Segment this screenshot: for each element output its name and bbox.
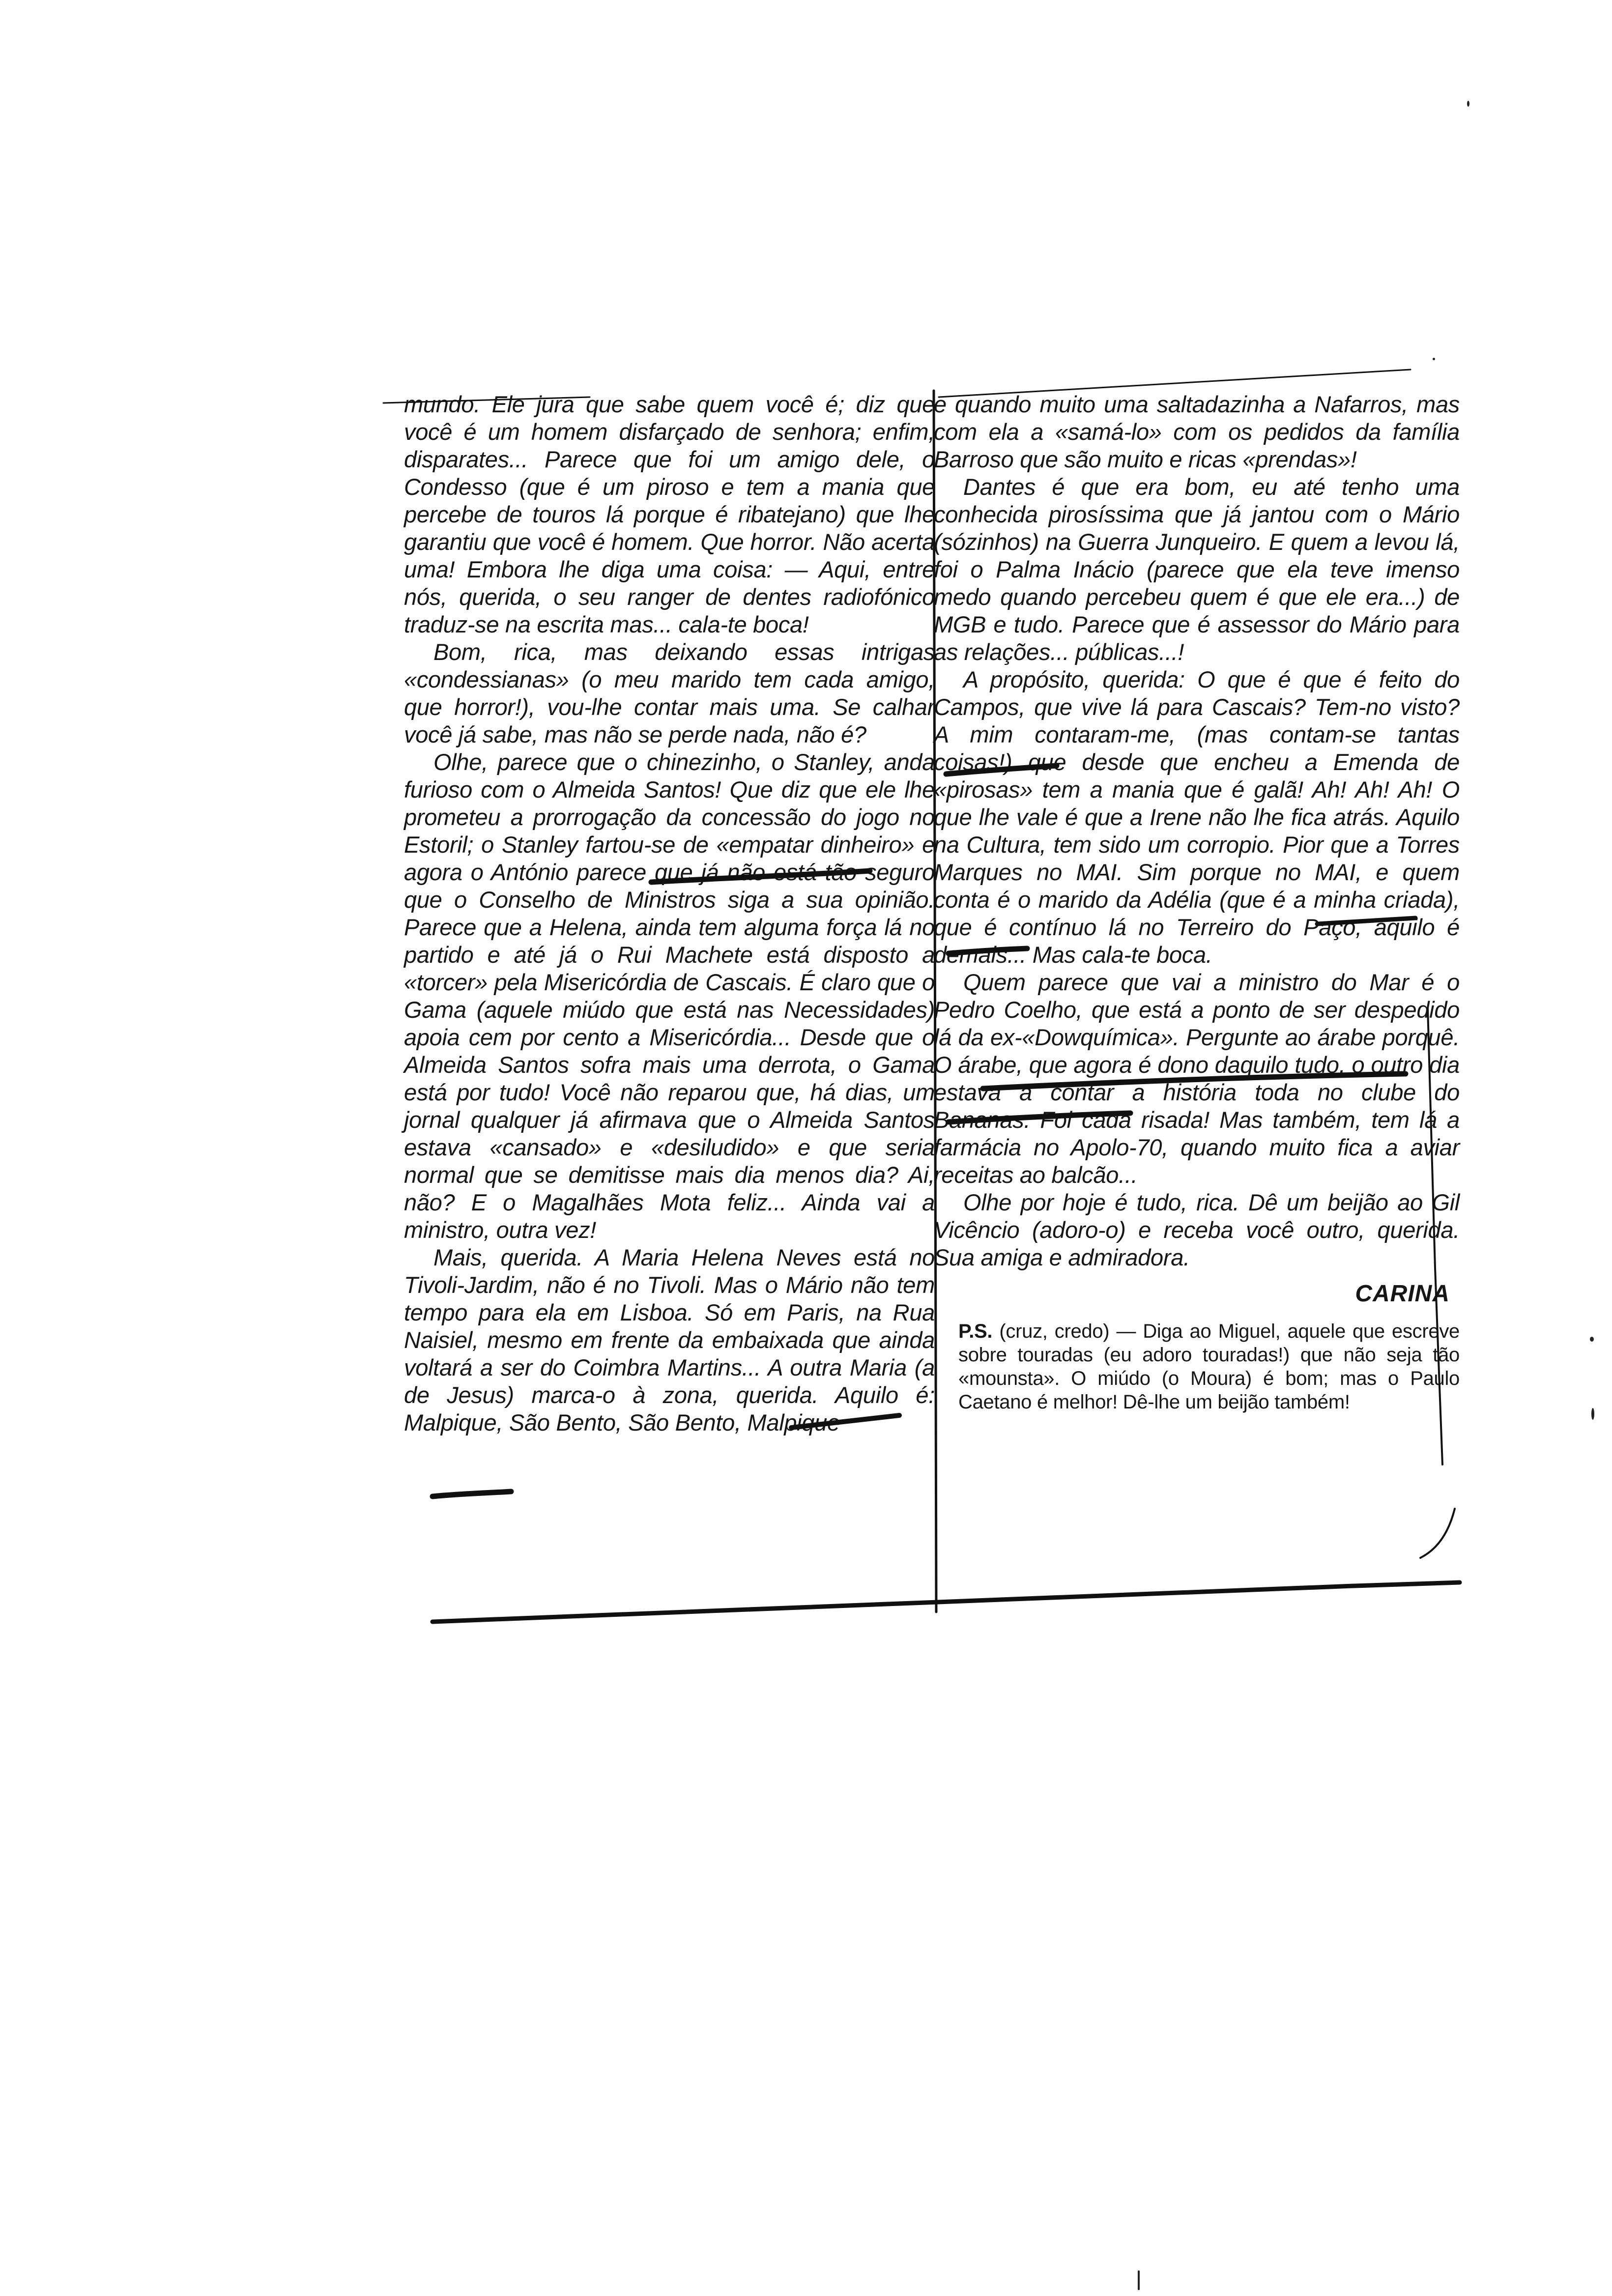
right-paragraph-1: e quando muito uma saltadazinha a Nafarros, mas com ela a «samá-lo» com os pedidos da família Barroso que são muito e ricas «prendas»! bbox=[934, 391, 1460, 472]
scan-speck bbox=[1590, 1337, 1594, 1342]
author-signature: CARINA bbox=[1355, 1281, 1450, 1307]
left-paragraph-1: mundo. Ele jura que sabe quem você é; diz que você é um homem disfarçado de senhora; enfim, disparates... Parece que foi um amigo dele, o Condesso (que é um piroso e tem a mania que percebe de touros lá porque é ribatejano) que lhe garantiu que você é homem. Que horror. Não acerta uma! Embora lhe diga uma coisa: — Aqui, entre nós, querida, o seu ranger de dentes radiofónico traduz-se na escrita mas... cala-te boca! bbox=[404, 391, 935, 637]
scan-speck bbox=[1138, 2270, 1140, 2290]
newspaper-clipping bbox=[374, 383, 1460, 1632]
left-paragraph-2: Bom, rica, mas deixando essas intrigas «condessianas» (o meu marido tem cada amigo, que horror!), vou-lhe contar mais uma. Se calhar você já sabe, mas não se perde nada, não é? bbox=[404, 639, 935, 747]
scan-speck bbox=[1467, 101, 1469, 107]
right-paragraph-5: Olhe por hoje é tudo, rica. Dê um beijão ao Gil Vicêncio (adoro-o) e receba você outro, querida. Sua amiga e admiradora. bbox=[934, 1189, 1460, 1270]
scan-speck bbox=[1433, 358, 1435, 360]
left-paragraph-3: Olhe, parece que o chinezinho, o Stanley, anda furioso com o Almeida Santos! Que diz que ele lhe prometeu a prorrogação da concessão do jogo no Estoril; o Stanley fartou-se de «empatar dinheiro» e agora o António parece que já não está tão seguro que o Conselho de Ministros siga a sua opinião. Parece que a Helena, ainda tem alguma força lá no partido e até já o Rui Machete está disposto a «torcer» pela Misericórdia de Cascais. É claro que o Gama (aquele miúdo que está nas Necessidades) apoia cem por cento a Misericórdia... Desde que o Almeida Santos sofra mais uma derrota, o Gama está por tudo! Você não reparou que, há dias, um jornal qualquer já afirmava que o Almeida Santos estava «cansado» e «desiludido» e que seria normal que se demitisse mais dia menos dia? Ai, não? E o Magalhães Mota feliz... Ainda vai a ministro, outra vez! bbox=[404, 749, 935, 1243]
left-column bbox=[404, 391, 935, 1436]
left-paragraph-4: Mais, querida. A Maria Helena Neves está no Tivoli-Jardim, não é no Tivoli. Mas o Mário não tem tempo para ela em Lisboa. Só em Paris, na Rua Naisiel, mesmo em frente da embaixada que ainda voltará a ser do Coimbra Martins... A outra Maria (a de Jesus) marca-o à zona, querida. Aquilo é: Malpique, São Bento, São Bento, Malpique bbox=[404, 1244, 935, 1435]
scan-speck bbox=[1591, 1408, 1594, 1420]
right-column bbox=[934, 391, 1460, 1414]
right-paragraph-4: Quem parece que vai a ministro do Mar é o Pedro Coelho, que está a ponto de ser despedido lá da ex-«Dowquímica». Pergunte ao árabe porquê. O árabe, que agora é dono daquilo tudo, o outro dia estava a contar a história toda no clube do Bananas. Foi cada risada! Mas também, tem lá a farmácia no Apolo-70, quando muito fica a aviar receitas ao balcão... bbox=[934, 969, 1460, 1188]
right-paragraph-3: A propósito, querida: O que é que é feito do Campos, que vive lá para Cascais? Tem-no visto? A mim contaram-me, (mas contam-se tantas coisas!) que desde que encheu a Emenda de «pirosas» tem a mania que é galã! Ah! Ah! Ah! O que lhe vale é que a Irene não lhe fica atrás. Aquilo na Cultura, tem sido um corropio. Pior que a Torres Marques no MAI. Sim porque no MAI, e quem conta é o marido da Adélia (que é a minha criada), que é contínuo lá no Terreiro do Paço, aquilo é demais... Mas cala-te boca. bbox=[934, 666, 1460, 968]
postscript-text: (cruz, credo) — Diga ao Miguel, aquele que escreve sobre touradas (eu adoro touradas!) que não seja tão «mounsta». O miúdo (o Moura) é bom; mas o Paulo Caetano é melhor! Dê-lhe um beijão também! bbox=[958, 1320, 1460, 1413]
right-paragraph-2: Dantes é que era bom, eu até tenho uma conhecida pirosíssima que já jantou com o Mário (sózinhos) na Guerra Junqueiro. E quem a levou lá, foi o Palma Inácio (parece que ela teve imenso medo quando percebeu quem é que ele era...) de MGB e tudo. Parece que é assessor do Mário para as relações... públicas...! bbox=[934, 474, 1460, 665]
postscript bbox=[934, 1320, 1460, 1414]
postscript-label: P.S. bbox=[958, 1320, 993, 1342]
